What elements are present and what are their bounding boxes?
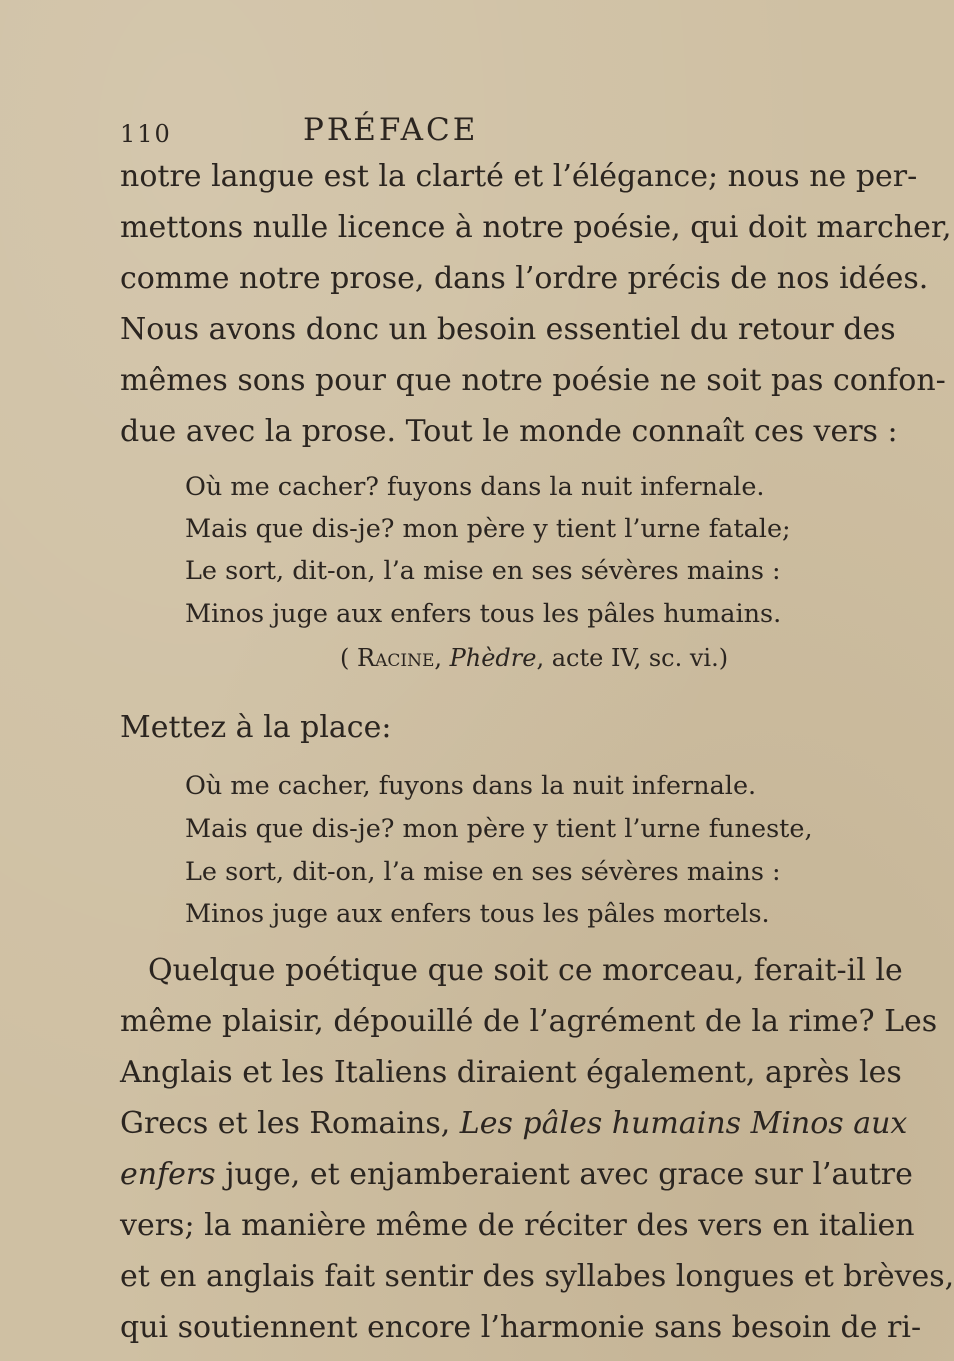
transition-line: Mettez à la place: <box>120 710 392 745</box>
verse-line: Où me cacher, fuyons dans la nuit infernale. <box>185 771 757 801</box>
text-line: notre langue est la clarté et l’élégance; nous ne per- <box>120 159 918 194</box>
text-line: et en anglais fait sentir des syllabes longues et brèves, <box>120 1259 954 1294</box>
running-head: PRÉFACE <box>303 112 479 148</box>
text-line: vers; la manière même de réciter des vers en italien <box>120 1208 915 1243</box>
text-line: due avec la prose. Tout le monde connaît ces vers : <box>120 414 898 449</box>
text-line: mêmes sons pour que notre poésie ne soit pas confon- <box>120 363 946 398</box>
citation <box>340 646 728 670</box>
text-line: même plaisir, dépouillé de l’agrément de la rime? Les <box>120 1004 938 1039</box>
page-header <box>120 112 680 152</box>
text-italic: enfers <box>120 1157 216 1192</box>
verse-line: Mais que dis-je? mon père y tient l’urne funeste, <box>185 814 813 844</box>
text-line <box>120 1106 908 1141</box>
citation-author: Racine <box>357 644 435 672</box>
verse-line: Le sort, dit-on, l’a mise en ses sévères mains : <box>185 556 781 586</box>
text-roman: juge, et enjamberaient avec grace sur l’autre <box>215 1157 913 1192</box>
verse-line: Minos juge aux enfers tous les pâles humains. <box>185 599 782 629</box>
text-line: qui soutiennent encore l’harmonie sans besoin de ri- <box>120 1310 922 1345</box>
citation-open: ( <box>340 644 357 672</box>
verse-line: Le sort, dit-on, l’a mise en ses sévères mains : <box>185 857 781 887</box>
citation-sep: , <box>434 644 450 672</box>
text-line: Quelque poétique que soit ce morceau, ferait-il le <box>148 953 903 988</box>
text-roman: Grecs et les Romains, <box>120 1106 460 1141</box>
citation-work: Phèdre <box>449 644 537 672</box>
verse-line: Minos juge aux enfers tous les pâles mortels. <box>185 899 770 929</box>
text-line <box>120 1157 913 1192</box>
verse-line: Mais que dis-je? mon père y tient l’urne fatale; <box>185 514 791 544</box>
text-line: Nous avons donc un besoin essentiel du retour des <box>120 312 896 347</box>
text-line: comme notre prose, dans l’ordre précis de nos idées. <box>120 261 929 296</box>
text-italic: Les pâles humains Minos aux <box>459 1106 908 1141</box>
text-line: mettons nulle licence à notre poésie, qui doit marcher, <box>120 210 952 245</box>
citation-rest: , acte IV, sc. vi.) <box>536 644 729 672</box>
verse-line: Où me cacher? fuyons dans la nuit infernale. <box>185 472 765 502</box>
text-line: Anglais et les Italiens diraient également, après les <box>120 1055 902 1090</box>
page-number: 110 <box>120 120 172 148</box>
